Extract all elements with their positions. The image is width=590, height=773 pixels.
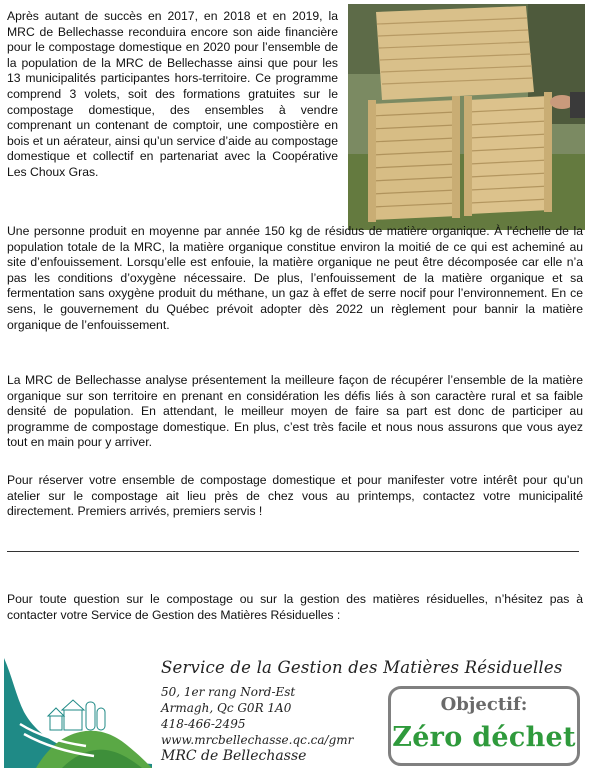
website-link[interactable]: www.mrcbellechasse.qc.ca/gmr: [161, 733, 354, 747]
mrc-bellechasse-logo: [2, 656, 152, 768]
recycle-ring-letter: o: [444, 722, 463, 753]
organization-name: MRC de Bellechasse: [161, 748, 307, 764]
section-divider: [7, 551, 579, 552]
organic-waste-paragraph: Une personne produit en moyenne par année 150 kg de résidus de matière organique. À l’échelle de la population totale de la MRC, la matière organique constitue environ la moitié de ce qui est acheminé au site d’enfouissement. Lorsqu’elle est enfouie, la matière organique ne peut être décomposée car elle n’a pas les conditions d’oxygène nécessaire. De plus, l’enfouissement de la matière organique et sa fermentation sans oxygène produit du méthane, un gaz à effet de serre nocif pour l’environnement. En ce sens, le gouvernement du Québec prévoit adopter dès 2022 un règlement pour bannir la matière organique de l’enfouissement.: [7, 224, 583, 332]
badge-main-suffix: déchet: [462, 722, 576, 753]
service-title: Service de la Gestion des Matières Résiduelles: [161, 658, 563, 677]
zero-waste-badge: [388, 686, 580, 766]
reservation-paragraph: Pour réserver votre ensemble de compostage domestique et pour manifester votre intérêt pour qu’un atelier sur le compostage ait lieu près de chez vous au printemps, contactez votre municipalité directement. Premiers arrivés, premiers servis !: [7, 473, 583, 519]
address-line-2: Armagh, Qc G0R 1A0: [161, 701, 292, 715]
badge-zero-waste-text: [391, 722, 577, 753]
contact-intro-paragraph: Pour toute question sur le compostage ou sur la gestion des matières résiduelles, n’hésitez pas à contacter votre Service de Gestion des Matières Résiduelles :: [7, 592, 583, 622]
analysis-paragraph: La MRC de Bellechasse analyse présentement la meilleure façon de récupérer l’ensemble de la matière organique sur son territoire en prenant en considération les défis liés à son caractère rural et sa faible densité de population. En attendant, le meilleur moyen de faire sa part est donc de participer au programme de compostage domestique. En plus, c’est très facile et nous nous assurons que vous ayez tout en main pour y arriver.: [7, 373, 583, 450]
intro-paragraph: Après autant de succès en 2017, en 2018 et en 2019, la MRC de Bellechasse reconduira encore son aide financière pour le compostage domestique en 2020 pour l’ensemble de la population de la MRC de Bellechasse ainsi que pour les 13 municipalités participantes hors-territoire. Ce programme comprend 3 volets, soit des formations gratuites sur le compostage domestique, des ensembles à vendre comprenant un contenant de comptoir, une compostière en bois et un aérateur, ainsi qu’un service d’aide au compostage domestique et collectif en partenariat avec la Coopérative Les Choux Gras.: [7, 9, 338, 179]
address-line-1: 50, 1er rang Nord-Est: [161, 685, 296, 699]
badge-objective-label: Objectif:: [440, 694, 528, 715]
badge-main-prefix: Zér: [392, 722, 445, 753]
phone-number: 418-466-2495: [161, 717, 246, 731]
compost-bin-photo: [348, 4, 585, 230]
